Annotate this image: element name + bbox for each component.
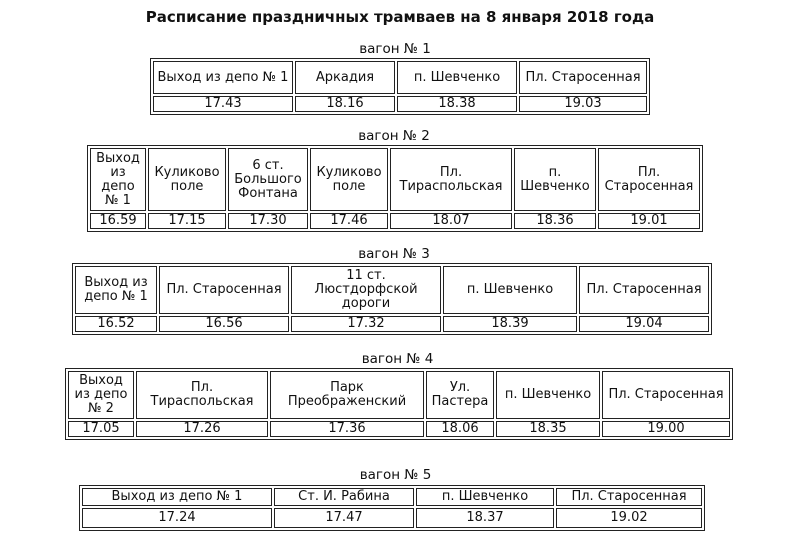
stop-cell: Выход из депо № 1	[153, 61, 293, 94]
wagon-1-table	[150, 58, 650, 115]
stop-cell: Парк Преображенский	[270, 371, 424, 419]
time-cell: 18.37	[416, 508, 554, 528]
time-cell: 19.01	[598, 213, 700, 229]
time-cell: 17.46	[310, 213, 388, 229]
stop-cell: 11 ст. Люстдорфской дороги	[291, 266, 441, 314]
time-cell: 18.16	[295, 96, 395, 112]
time-cell: 18.35	[496, 421, 600, 437]
stop-cell: Куликово поле	[148, 148, 226, 211]
stop-cell: Пл. Старосенная	[556, 488, 702, 506]
time-cell: 18.39	[443, 316, 577, 332]
time-cell: 19.04	[579, 316, 709, 332]
wagon-1-caption: вагон № 1	[359, 41, 431, 57]
stop-cell: Выход из депо № 1	[82, 488, 272, 506]
time-cell: 19.00	[602, 421, 730, 437]
stop-cell: Куликово поле	[310, 148, 388, 211]
time-cell: 17.15	[148, 213, 226, 229]
stop-cell: Выход из депо № 1	[75, 266, 157, 314]
time-cell: 16.59	[90, 213, 146, 229]
stop-cell: Пл. Старосенная	[602, 371, 730, 419]
wagon-5-table	[79, 485, 705, 531]
page-title: Расписание праздничных трамваев на 8 января 2018 года	[145, 8, 655, 26]
wagon-5-caption: вагон № 5	[359, 467, 432, 483]
stop-cell: Пл. Тираспольская	[390, 148, 512, 211]
stop-cell: Аркадия	[295, 61, 395, 94]
time-cell: 17.36	[270, 421, 424, 437]
time-cell: 17.30	[228, 213, 308, 229]
time-cell: 18.07	[390, 213, 512, 229]
time-cell: 18.06	[426, 421, 494, 437]
stop-cell: Выход из депо № 1	[90, 148, 146, 211]
time-cell: 18.36	[514, 213, 596, 229]
time-cell: 17.32	[291, 316, 441, 332]
stop-cell: Ул. Пастера	[426, 371, 494, 419]
time-cell: 16.52	[75, 316, 157, 332]
time-cell: 19.02	[556, 508, 702, 528]
wagon-2-table	[87, 145, 703, 232]
wagon-3-table	[72, 263, 712, 335]
time-cell: 17.43	[153, 96, 293, 112]
stop-cell: Ст. И. Рабина	[274, 488, 414, 506]
stop-cell: 6 ст. Большого Фонтана	[228, 148, 308, 211]
wagon-4-caption: вагон № 4	[361, 351, 434, 367]
stop-cell: п. Шевченко	[397, 61, 517, 94]
wagon-3-caption: вагон № 3	[358, 246, 430, 262]
stop-cell: Пл. Старосенная	[579, 266, 709, 314]
stop-cell: п. Шевченко	[443, 266, 577, 314]
stop-cell: Пл. Тираспольская	[136, 371, 268, 419]
wagon-4-table	[65, 368, 733, 440]
stop-cell: п. Шевченко	[496, 371, 600, 419]
stop-cell: Пл. Старосенная	[598, 148, 700, 211]
time-cell: 17.26	[136, 421, 268, 437]
stop-cell: Выход из депо № 2	[68, 371, 134, 419]
stop-cell: п. Шевченко	[416, 488, 554, 506]
time-cell: 18.38	[397, 96, 517, 112]
time-cell: 19.03	[519, 96, 647, 112]
stop-cell: п. Шевченко	[514, 148, 596, 211]
time-cell: 17.24	[82, 508, 272, 528]
time-cell: 17.05	[68, 421, 134, 437]
stop-cell: Пл. Старосенная	[159, 266, 289, 314]
time-cell: 17.47	[274, 508, 414, 528]
time-cell: 16.56	[159, 316, 289, 332]
stop-cell: Пл. Старосенная	[519, 61, 647, 94]
wagon-2-caption: вагон № 2	[358, 128, 430, 144]
